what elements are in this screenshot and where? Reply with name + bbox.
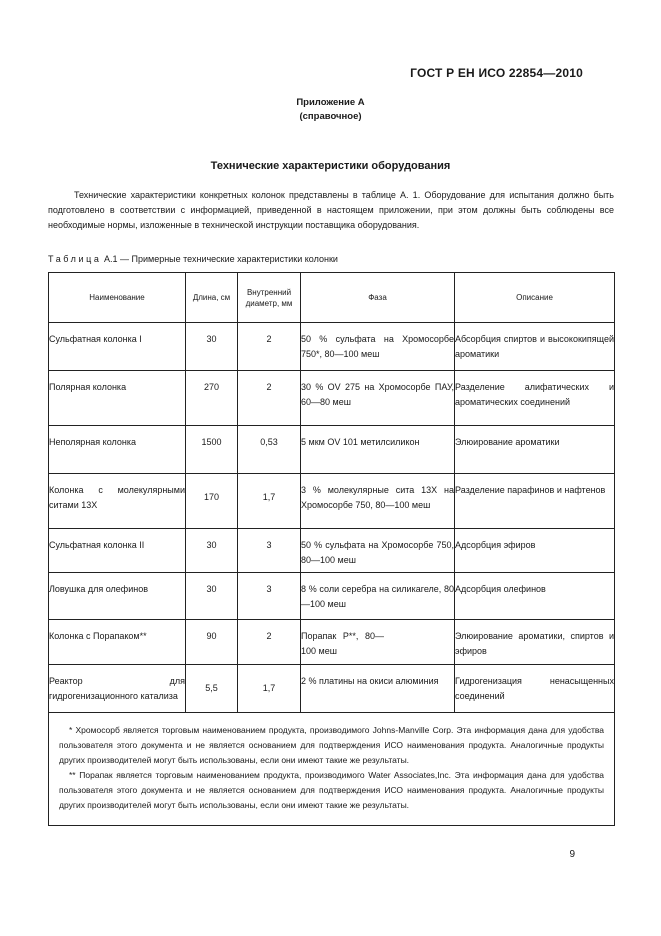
section-title: Технические характеристики оборудования <box>210 160 451 172</box>
table-row <box>49 371 615 426</box>
cell-description: Адсорбция эфиров <box>455 529 615 573</box>
cell-phase: Порапак P**, 80—100 меш <box>301 620 455 665</box>
cell-diameter: 2 <box>238 323 301 371</box>
cell-description: Гидрогенизация ненасыщенных соединений <box>455 665 615 713</box>
table-row <box>49 323 615 371</box>
table-caption <box>48 254 338 264</box>
cell-length: 30 <box>186 529 238 573</box>
cell-description: Элюирование ароматики, спиртов и эфиров <box>455 620 615 665</box>
cell-phase: 30 % OV 275 на Хромосорбе ПАУ, 60—80 меш <box>301 371 455 426</box>
cell-length: 170 <box>186 474 238 529</box>
cell-name: Реактор для гидрогенизационного катализа <box>49 665 186 713</box>
appendix-label: Приложение А <box>296 97 365 108</box>
specs-table <box>48 272 615 826</box>
header-description: Описание <box>455 273 615 323</box>
table-row <box>49 573 615 620</box>
cell-length: 270 <box>186 371 238 426</box>
page-number: 9 <box>569 849 575 860</box>
cell-phase: 50 % сульфата на Хромосорбе 750*, 80—100 меш <box>301 323 455 371</box>
cell-name: Колонка с молекулярными ситами 13X <box>49 474 186 529</box>
cell-length: 5,5 <box>186 665 238 713</box>
intro-paragraph <box>48 188 614 233</box>
cell-length: 30 <box>186 323 238 371</box>
table-caption-prefix: Таблица <box>48 254 102 264</box>
table-row <box>49 665 615 713</box>
cell-length: 1500 <box>186 426 238 474</box>
footnotes-cell <box>49 713 615 826</box>
appendix-note: (справочное) <box>299 111 362 122</box>
document-header: ГОСТ Р ЕН ИСО 22854—2010 <box>410 66 583 80</box>
cell-name: Ловушка для олефинов <box>49 573 186 620</box>
cell-name: Неполярная колонка <box>49 426 186 474</box>
table-row <box>49 620 615 665</box>
header-length: Длина, см <box>186 273 238 323</box>
cell-description: Разделение парафинов и нафтенов <box>455 474 615 529</box>
cell-diameter: 3 <box>238 529 301 573</box>
cell-name: Колонка с Порапаком** <box>49 620 186 665</box>
cell-length: 30 <box>186 573 238 620</box>
header-diameter: Внутренний диаметр, мм <box>238 273 301 323</box>
cell-name: Полярная колонка <box>49 371 186 426</box>
footnotes-row <box>49 713 615 826</box>
header-phase: Фаза <box>301 273 455 323</box>
cell-phase: 2 % платины на окиси алюминия <box>301 665 455 713</box>
cell-diameter: 0,53 <box>238 426 301 474</box>
cell-length: 90 <box>186 620 238 665</box>
footnote-chromosorb: * Хромосорб является торговым наименованием продукта, производимого Johns-Manville Corp. Эта информация дана для удобства пользователя этого документа и не является основанием для подтверждения ИСО наименования продукта. Аналогичные продукты других производителей могут быть использованы, если они имеют такие же результаты. <box>59 725 604 765</box>
cell-diameter: 1,7 <box>238 474 301 529</box>
table-header-row <box>49 273 615 323</box>
cell-name: Сульфатная колонка I <box>49 323 186 371</box>
cell-diameter: 2 <box>238 371 301 426</box>
cell-phase: 5 мкм OV 101 метилсиликон <box>301 426 455 474</box>
table-row <box>49 529 615 573</box>
appendix-heading <box>0 96 661 124</box>
cell-description: Адсорбция олефинов <box>455 573 615 620</box>
cell-description: Разделение алифатических и ароматических соединений <box>455 371 615 426</box>
cell-diameter: 3 <box>238 573 301 620</box>
cell-diameter: 2 <box>238 620 301 665</box>
intro-text: Технические характеристики конкретных колонок представлены в таблице А. 1. Оборудование для испытания должно быть подготовлено в соответствии с информацией, приведенной в настоящем приложении, при этом должны быть соблюдены все необходимые нормы, изложенные в технической инструкции поставщика оборудования. <box>48 190 614 230</box>
footnote-porapak: ** Порапак является торговым наименованием продукта, производимого Water Associates,Inc. Эта информация дана для удобства пользователя этого документа и не является основанием для подтверждения ИСО наименования продукта. Аналогичные продукты других производителей могут быть использованы, если они имеют такие же результаты. <box>59 770 604 810</box>
header-name: Наименование <box>49 273 186 323</box>
table-caption-text: А.1 — Примерные технические характеристики колонки <box>101 254 338 264</box>
cell-description: Абсорбция спиртов и высококипящей ароматики <box>455 323 615 371</box>
table-row <box>49 426 615 474</box>
cell-phase: 8 % соли серебра на силикагеле, 80—100 меш <box>301 573 455 620</box>
cell-diameter: 1,7 <box>238 665 301 713</box>
table-row <box>49 474 615 529</box>
cell-phase: 3 % молекулярные сита 13X на Хромосорбе 750, 80—100 меш <box>301 474 455 529</box>
cell-name: Сульфатная колонка II <box>49 529 186 573</box>
cell-phase: 50 % сульфата на Хромосорбе 750, 80—100 меш <box>301 529 455 573</box>
cell-description: Элюирование ароматики <box>455 426 615 474</box>
